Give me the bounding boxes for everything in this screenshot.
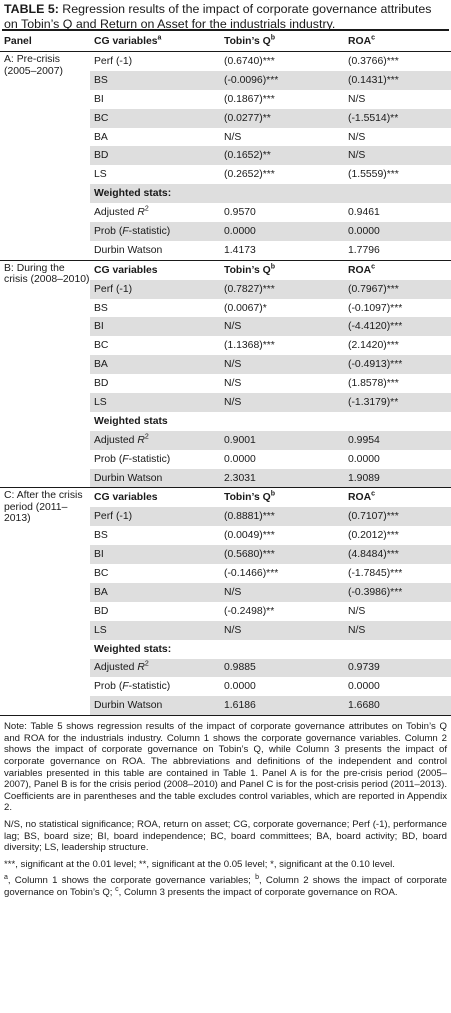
table-row [0,52,451,71]
note-columns: $^a$, Column 1 shows the corporate governance variables; $^b$, Column 2 shows the impact of corporate governance on Tobin’s Q; $^c$, Column 3 presents the impact of corporate governance on ROA. [4,874,448,898]
cg-variable: BA [90,355,220,374]
stat-name: Durbin Watson [90,696,220,715]
tobin-value: (0.6740)*** [224,55,275,67]
tobin-value: (0.1867)*** [224,93,275,105]
tobin-value: (-0.2498)** [224,605,275,617]
panel-label: C: After the crisis period (2011–2013) [0,488,90,715]
tobin-value: 1.6186 [220,696,344,715]
tobin-value: (0.2652)*** [224,169,275,181]
cg-variable: BD [94,605,109,617]
tobin-value: (0.7827)*** [220,280,344,299]
tobin-value: (-0.1466)*** [224,567,279,579]
cg-variable: BI [90,545,220,564]
tobin-value: (0.0049)*** [224,530,275,542]
panel-label: B: During the crisis (2008–2010) [0,260,90,488]
roa-value: (0.1431)*** [344,71,451,90]
stat-name: Adjusted $R^2$ [90,431,220,450]
tobin-value: 2.3031 [220,469,344,488]
table-row [0,260,451,279]
note-abbreviations: N/S, no statistical significance; ROA, return on asset; CG, corporate governance; Perf (-1), performance lag; BS, board size; BI, board independence; BC, board committees; BA, board activity; BD, board diversity; LS, leadership structure. [4,818,447,854]
roa-value: N/S [348,605,366,617]
tobin-value: (-0.0096)*** [220,71,344,90]
tobin-value: N/S [220,317,344,336]
weighted-stats-label: Weighted stats: [94,643,172,655]
roa-value: N/S [344,146,451,165]
table-row [0,488,451,507]
caption-label: TABLE 5: [4,2,59,16]
roa-value: 0.0000 [348,453,380,465]
subheader-cg: CG variables [90,488,220,507]
roa-value: N/S [348,131,366,143]
cg-variable: LS [94,169,107,181]
roa-value: (1.5559)*** [348,169,399,181]
cg-variable: BC [90,109,220,128]
roa-value: (4.8484)*** [344,545,451,564]
tobin-value: N/S [220,393,344,412]
roa-value: (-1.7845)*** [348,567,403,579]
roa-value: (-0.4913)*** [344,355,451,374]
table-body [0,52,451,716]
cg-variable: Perf (-1) [90,280,220,299]
tobin-value: (0.5680)*** [220,545,344,564]
table-caption [0,0,451,29]
roa-value: 0.9461 [348,207,380,219]
tobin-value: N/S [224,131,242,143]
empty-cell [344,184,451,203]
tobin-value: (1.1368)*** [224,340,275,352]
note-significance: ***, significant at the 0.01 level; **, significant at the 0.05 level; *, significant at the 0.10 level. [4,858,395,870]
cg-variable: BD [90,146,220,165]
stat-name: Adjusted $R^2$ [90,659,220,678]
stat-name: Prob (F-statistic) [94,453,171,465]
roa-value: 1.7796 [348,244,380,256]
header-panel: Panel [0,31,90,52]
stat-name: Durbin Watson [90,469,220,488]
empty-cell [220,412,344,431]
roa-value: (0.7107)*** [344,507,451,526]
empty-cell [220,184,344,203]
header-tobin: Tobin’s $Q^b$ [220,31,344,52]
tobin-value: 0.0000 [224,453,256,465]
stat-name: Adjusted $R^2$ [94,205,149,219]
cg-variable: LS [90,621,220,640]
empty-cell [344,640,451,659]
cg-variable: BA [90,583,220,602]
empty-cell [344,412,451,431]
subheader-roa: ROA$^c$ [344,488,451,507]
roa-value: 0.0000 [348,681,380,693]
roa-value: (0.7967)*** [344,280,451,299]
roa-value: 0.9739 [344,659,451,678]
subheader-roa: ROA$^c$ [344,260,451,279]
cg-variable: Perf (-1) [94,55,133,67]
roa-value: (0.2012)*** [348,530,399,542]
roa-value: 0.9954 [344,431,451,450]
roa-value: (-0.1097)*** [348,302,403,314]
tobin-value: (0.8881)*** [220,507,344,526]
tobin-value: N/S [220,583,344,602]
panel-label: A: Pre-crisis (2005–2007) [4,54,63,77]
cg-variable: BS [90,71,220,90]
subheader-tobin: Tobin’s $Q^b$ [220,488,344,507]
tobin-value: N/S [220,355,344,374]
cg-variable: BC [94,567,109,579]
cg-variable: BD [94,378,109,390]
roa-value: 0.0000 [344,222,451,241]
roa-value: (-0.3986)*** [344,583,451,602]
cg-variable: BS [94,530,108,542]
cg-variable: BA [94,131,108,143]
roa-value: 1.9089 [344,469,451,488]
header-cg: CG variables$^a$ [90,31,220,52]
roa-value: (2.1420)*** [348,340,399,352]
roa-value: (0.3766)*** [348,55,399,67]
roa-value: (-1.3179)** [344,393,451,412]
header-roa: ROA$^c$ [344,31,451,52]
weighted-stats-label: Weighted stats [94,415,168,427]
tobin-value: N/S [224,378,242,390]
tobin-value: (0.0277)** [220,109,344,128]
caption-text: Regression results of the impact of corporate governance attributes on Tobin’s Q and Return on Asset for the industrials industry. [4,2,432,31]
roa-value: (-4.4120)*** [344,317,451,336]
tobin-value: 1.4173 [224,244,256,256]
weighted-stats-label: Weighted stats: [90,184,220,203]
results-table [0,31,451,715]
cg-variable: Perf (-1) [90,507,220,526]
stat-name: Durbin Watson [94,244,163,256]
tobin-value: (0.0067)* [224,302,267,314]
tobin-value: 0.9001 [220,431,344,450]
subheader-cg: CG variables [90,260,220,279]
tobin-value: 0.9885 [220,659,344,678]
roa-value: (1.8578)*** [348,378,399,390]
cg-variable: BI [94,93,104,105]
empty-cell [220,640,344,659]
roa-value: N/S [348,93,366,105]
tobin-value: 0.0000 [224,681,256,693]
stat-name: Prob (F-statistic) [90,222,220,241]
cg-variable: BS [94,302,108,314]
note-general: Note: Table 5 shows regression results of the impact of corporate governance attributes on Tobin’s Q and ROA for the industrials industry. Column 1 shows the corporate governance variables. Column 2 shows the impact of corporate governance on Tobin’s Q, while Column 3 presents the impact of corporate governance on ROA. The abbreviations and definitions of the independent and control variables presented in this table are contained in Table 1. Panel A is for the pre-crisis period (2005–2007), Panel B is for the crisis period (2008–2010) and Panel C is for the post-crisis period (2011–2013). Coefficients are in parentheses and the table excludes control variables, which are reported in Appendix 2. [4,721,447,814]
roa-value: N/S [344,621,451,640]
tobin-value: 0.0000 [220,222,344,241]
roa-value: 1.6680 [344,696,451,715]
roa-value: (-1.5514)** [344,109,451,128]
subheader-tobin: Tobin’s $Q^b$ [220,260,344,279]
tobin-value: 0.9570 [224,207,256,219]
cg-variable: BC [94,340,109,352]
table-header-row [0,31,451,52]
table-notes [0,716,451,898]
tobin-value: (0.1652)** [220,146,344,165]
cg-variable: BI [90,317,220,336]
stat-name: Prob (F-statistic) [94,681,171,693]
cg-variable: LS [90,393,220,412]
tobin-value: N/S [220,621,344,640]
